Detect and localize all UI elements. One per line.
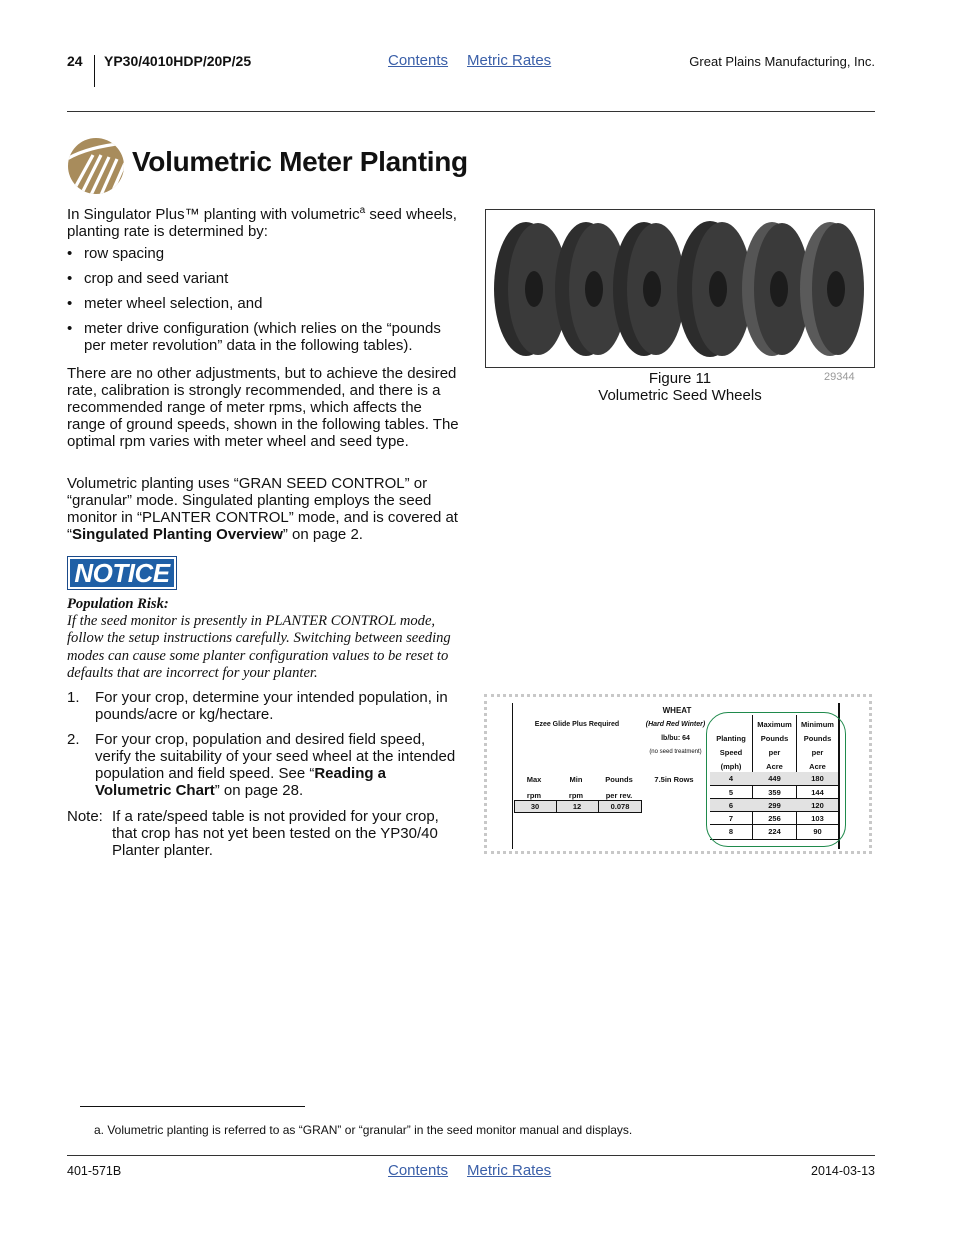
company-name: Great Plains Manufacturing, Inc. xyxy=(689,54,875,69)
great-plains-logo xyxy=(67,137,125,195)
note: Note: If a rate/speed table is not provided for your crop, that crop has not yet been tested on the YP30/40 Planter planter. xyxy=(67,808,439,859)
notice-heading: Population Risk: xyxy=(67,596,169,612)
speed-header: Planting Speed (mph) xyxy=(716,734,746,771)
pounds-per-rev-header: Pounds per rev. xyxy=(605,775,633,800)
min-rpm-header: Min rpm xyxy=(568,775,584,800)
lb-per-bushel: lb/bu: 64 xyxy=(661,735,690,742)
calibration-paragraph: There are no other adjustments, but to achieve the desired rate, calibration is strongly recommended, and there is a recommended range of meter rpms, which affects the range of ground speeds, shown in the following tables. The optimal rpm varies with meter wheel and seed type. xyxy=(67,365,459,450)
max-pounds-header: Maximum Pounds per Acre xyxy=(757,720,792,771)
list-item: • meter drive configuration (which relies on the “pounds per meter revolution” data in the following tables). xyxy=(67,320,459,354)
list-item: • crop and seed variant xyxy=(67,270,459,287)
step-1: 1. For your crop, determine your intended population, in pounds/acre or kg/hectare. xyxy=(67,689,448,723)
contents-link[interactable]: Contents xyxy=(388,52,449,69)
footer-rule xyxy=(67,1155,875,1156)
seed-wheel-6 xyxy=(800,222,864,356)
intro-paragraph: In Singulator Plus™ planting with volumetric$^a$ seed wheels, planting rate is determined by: xyxy=(67,205,457,240)
step-2: 2. For your crop, population and desired field speed, verify the suitability of your seed wheel at the intended population and field speed. See “Reading a Volumetric Chart” on page 28. xyxy=(67,731,456,799)
section-title: Volumetric Meter Planting xyxy=(132,146,468,177)
cross-reference: Singulated Planting Overview xyxy=(72,526,283,543)
notice-text: Population Risk: If the seed monitor is presently in PLANTER CONTROL mode, follow the setup instructions carefully. Switching between seeding modes can cause some planter configuration values to be reset to defaults that are incorrect for your planter. xyxy=(67,596,451,681)
header-divider xyxy=(94,55,95,87)
doc-date: 2014-03-13 xyxy=(811,1164,875,1178)
footer-metric-rates-link[interactable]: Metric Rates xyxy=(467,1162,552,1179)
pounds-per-rev-value: 0.078 xyxy=(610,802,630,811)
crop-name: WHEAT xyxy=(662,706,692,715)
doc-title: YP30/4010HDP/20P/25 xyxy=(104,53,252,69)
wheat-rate-table: WHEAT Ezee Glide Plus Required (Hard Red Winter) lb/bu: 64 (no seed treatment) 7.5in Rows Max rpm Min rpm Pounds per rev. 30 12 0.078 Planting Speed (mph) Maximum Pounds per Acre Minimum Pounds per Acre 4 449 180 5 359 144 6 299 120 7 256 103 8 224 90 xyxy=(512,703,840,849)
seed-variant: (Hard Red Winter) xyxy=(645,721,706,728)
figure-id: 29344 xyxy=(824,371,855,383)
max-rpm-header: Max rpm xyxy=(526,775,542,800)
seed-wheel-4 xyxy=(677,221,752,357)
row-spacing: 7.5in Rows xyxy=(654,775,694,784)
seed-wheel-3 xyxy=(613,222,685,356)
table-left-border xyxy=(512,703,513,849)
max-rpm-value: 30 xyxy=(530,802,540,811)
min-pounds-header: Minimum Pounds per Acre xyxy=(801,720,834,771)
highlight-outline xyxy=(706,712,846,847)
rate-factors-list xyxy=(67,245,459,354)
footnote: a. Volumetric planting is referred to as “GRAN” or “granular” in the seed monitor manual and displays. xyxy=(94,1123,633,1137)
metric-rates-link[interactable]: Metric Rates xyxy=(467,52,552,69)
footnote-marker: a xyxy=(359,205,366,216)
list-item: • row spacing xyxy=(67,245,459,262)
list-item: • meter wheel selection, and xyxy=(67,295,459,312)
mode-paragraph: Volumetric planting uses “GRAN SEED CONTROL” or “granular” mode. Singulated planting employs the seed monitor in “PLANTER CONTROL” mode, and is covered at “Singulated Planting Overview” on page 2. xyxy=(67,475,458,543)
doc-number: 401-571B xyxy=(67,1164,122,1178)
seed-wheel-5 xyxy=(742,222,810,356)
seed-treatment: (no seed treatment) xyxy=(649,749,702,755)
min-rpm-value: 12 xyxy=(572,802,582,811)
table-note: Ezee Glide Plus Required xyxy=(534,721,620,728)
header-rule xyxy=(67,111,875,112)
footnote-rule xyxy=(80,1106,305,1107)
figure-caption: Figure 11 Volumetric Seed Wheels xyxy=(598,370,762,404)
notice-badge: NOTICE xyxy=(67,556,177,590)
page-number: 24 xyxy=(67,53,83,69)
footer-contents-link[interactable]: Contents xyxy=(388,1162,449,1179)
seed-wheels-photo xyxy=(485,209,875,368)
